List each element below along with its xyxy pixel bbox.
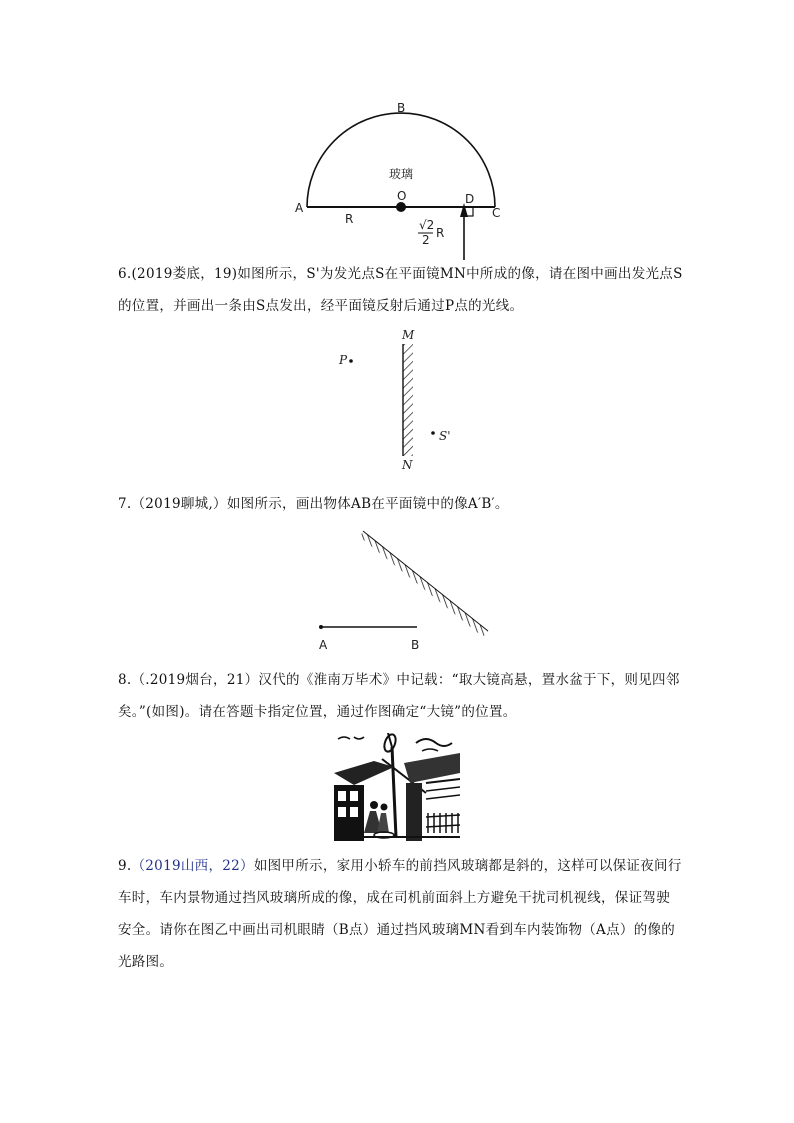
question-9-source: （2019山西，22） [131, 858, 254, 874]
question-6-text: 如图所示，S'为发光点S在平面镜MN中所成的像，请在图中画出发光点S的位置，并画出一条由S点发出，经平面镜反射后通过P点的光线。 [118, 266, 683, 314]
object-ab-figure [305, 525, 505, 655]
label-c: C [492, 206, 501, 220]
inclined-mirror [360, 531, 488, 637]
glass-label: 玻璃 [389, 167, 414, 181]
label-a: A [295, 201, 304, 215]
question-7-text: 如图所示，画出物体AB在平面镜中的像A′B′。 [226, 496, 509, 512]
center-point-o [396, 202, 406, 212]
point-s-image [431, 431, 435, 435]
question-7-number: 7. [118, 496, 132, 512]
point-p [349, 359, 353, 363]
frac-numerator: √2 [419, 218, 435, 232]
label-d: D [465, 192, 475, 206]
question-9-number: 9. [118, 858, 132, 874]
mirror-edge [363, 531, 488, 631]
label-r: R [345, 212, 354, 226]
label-b: B [411, 638, 420, 652]
point-a [319, 625, 323, 629]
frac-denominator: 2 [422, 233, 430, 247]
question-7-source: （2019聊城,） [131, 496, 227, 512]
label-m: M [402, 328, 415, 342]
semicircle-glass-figure [285, 95, 515, 265]
label-b: B [397, 101, 406, 115]
mirror-hatching [403, 344, 413, 456]
label-a: A [319, 638, 328, 652]
question-6-number: 6. [118, 266, 132, 282]
question-8-text: 汉代的《淮南万毕术》中记载：“取大镜高悬，置水盆于下，则见四邻矣。”(如图)。请在答题卡指定位置，通过作图确定“大镜”的位置。 [118, 672, 680, 720]
question-9 [118, 850, 683, 978]
label-n: N [402, 458, 413, 472]
question-7 [118, 488, 683, 520]
ancient-mirror-illustration [334, 733, 460, 841]
woodcut-image [334, 733, 460, 841]
mirror-mn-figure [330, 325, 460, 475]
question-8-source: （.2019烟台，21） [131, 672, 259, 688]
question-9-text: 如图甲所示，家用小轿车的前挡风玻璃都是斜的，这样可以保证夜间行车时，车内景物通过挡风玻璃所成的像，成在司机前面斜上方避免干扰司机视线，保证驾驶安全。请你在图乙中画出司机眼睛（B点）通过挡风玻璃MN看到车内装饰物（A点）的像的光路图。 [118, 858, 682, 970]
question-6 [118, 258, 683, 322]
label-o: O [397, 189, 407, 203]
question-8-number: 8. [118, 672, 132, 688]
question-8 [118, 664, 683, 728]
label-p: P [339, 353, 348, 367]
question-6-source: (2019娄底，19) [131, 266, 238, 282]
label-s-image: S' [439, 429, 451, 443]
frac-r: R [436, 226, 445, 240]
